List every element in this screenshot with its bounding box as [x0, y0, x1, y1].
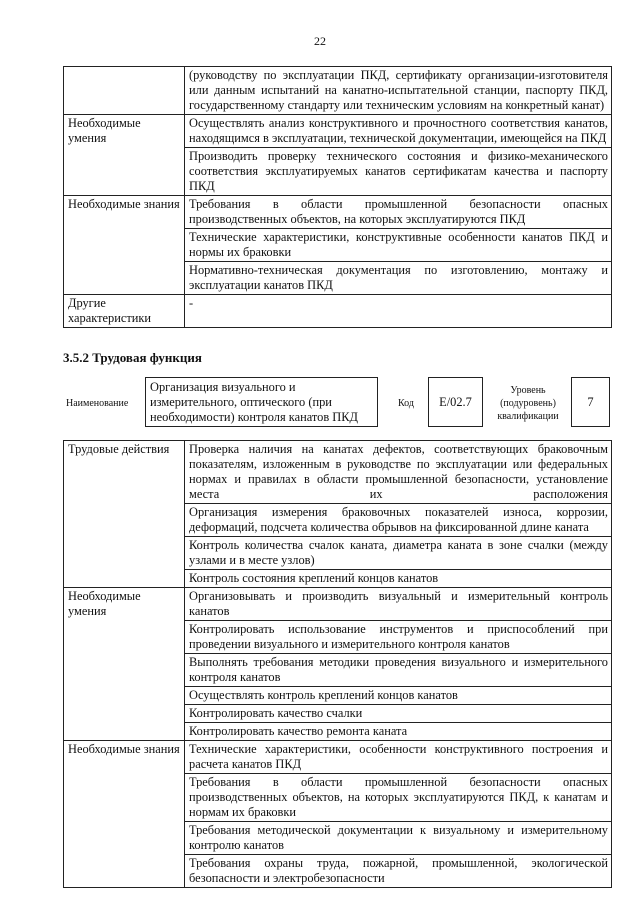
- actions-label: Трудовые действия: [64, 441, 185, 588]
- level-box: 7: [571, 377, 610, 427]
- knowledge-label: Необходимые знания: [64, 741, 185, 888]
- skill-item: Контролировать использование инструментов и приспособлений при проведении визуального и измерительного контроля канатов: [185, 621, 612, 654]
- table-row: [64, 115, 612, 148]
- name-label: Наименование: [66, 398, 129, 409]
- knowledge-item: Нормативно-техническая документация по изготовлению, монтажу и эксплуатации канатов ПКД: [185, 262, 612, 295]
- level-label: Уровень (подуровень) квалификации: [497, 385, 559, 422]
- action-item: Проверка наличия на канатах дефектов, соответствующих браковочным показателям, изложенным в руководстве по эксплуатации или федеральных нормах и правилах в области промышленной безопасности, установление места их расположения: [185, 441, 612, 504]
- knowledge-item: Требования в области промышленной безопасности опасных производственных объектов, на которых эксплуатируются ПКД, к канатам и нормам их браковки: [185, 774, 612, 822]
- section-heading: 3.5.2 Трудовая функция: [63, 350, 202, 365]
- knowledge-item: Требования в области промышленной безопасности опасных производственных объектов, на которых эксплуатируются ПКД: [185, 196, 612, 229]
- knowledge-item: Требования методической документации к визуальному и измерительному контролю канатов: [185, 822, 612, 855]
- table-row: [64, 588, 612, 621]
- table-row: [64, 295, 612, 328]
- skills-label: Необходимые умения: [64, 115, 185, 196]
- knowledge-item: Технические характеристики, конструктивные особенности канатов ПКД и нормы их браковки: [185, 229, 612, 262]
- code-box: E/02.7: [428, 377, 483, 427]
- knowledge-label: Необходимые знания: [64, 196, 185, 295]
- other-value: -: [185, 295, 612, 328]
- skill-item: Организовывать и производить визуальный и измерительный контроль канатов: [185, 588, 612, 621]
- knowledge-item: Технические характеристики, особенности конструктивного построения и расчета канатов ПКД: [185, 741, 612, 774]
- code-label: Код: [398, 398, 414, 409]
- skill-item: Производить проверку технического состояния и физико-механического соответствия эксплуатируемых канатов сертификатам качества и паспорту ПКД: [185, 148, 612, 196]
- action-item: Контроль состояния креплений концов канатов: [185, 570, 612, 588]
- skill-item: Контролировать качество ремонта каната: [185, 723, 612, 741]
- empty-label-cell: [64, 67, 185, 115]
- knowledge-item: Требования охраны труда, пожарной, промышленной, экологической безопасности и электробезопасности: [185, 855, 612, 888]
- function-name-box: Организация визуального и измерительного, оптического (при необходимости) контроля канатов ПКД: [145, 377, 378, 427]
- continuation-cell: (руководству по эксплуатации ПКД, сертификату организации-изготовителя или данным испытаний на канатно-испытательной станции, паспорту ПКД, государственному стандарту или техническим условиям на конкретный канат): [185, 67, 612, 115]
- skill-item: Контролировать качество счалки: [185, 705, 612, 723]
- other-label: Другие характеристики: [64, 295, 185, 328]
- action-item: Контроль количества счалок каната, диаметра каната в зоне счалки (между узлами и в месте узлов): [185, 537, 612, 570]
- table-row: [64, 441, 612, 504]
- previous-function-table: [63, 66, 612, 328]
- skill-item: Выполнять требования методики проведения визуального и измерительного контроля канатов: [185, 654, 612, 687]
- table-row: [64, 741, 612, 774]
- action-item: Организация измерения браковочных показателей износа, коррозии, деформаций, подсчета количества обрывов на фиксированной длине каната: [185, 504, 612, 537]
- table-row: [64, 67, 612, 115]
- labor-function-table: [63, 440, 612, 888]
- skill-item: Осуществлять контроль креплений концов канатов: [185, 687, 612, 705]
- page-number: 22: [314, 34, 326, 48]
- skills-label: Необходимые умения: [64, 588, 185, 741]
- table-row: [64, 196, 612, 229]
- skill-item: Осуществлять анализ конструктивного и прочностного соответствия канатов, находящимся в эксплуатации, технической документации, имеющейся на ПКД: [185, 115, 612, 148]
